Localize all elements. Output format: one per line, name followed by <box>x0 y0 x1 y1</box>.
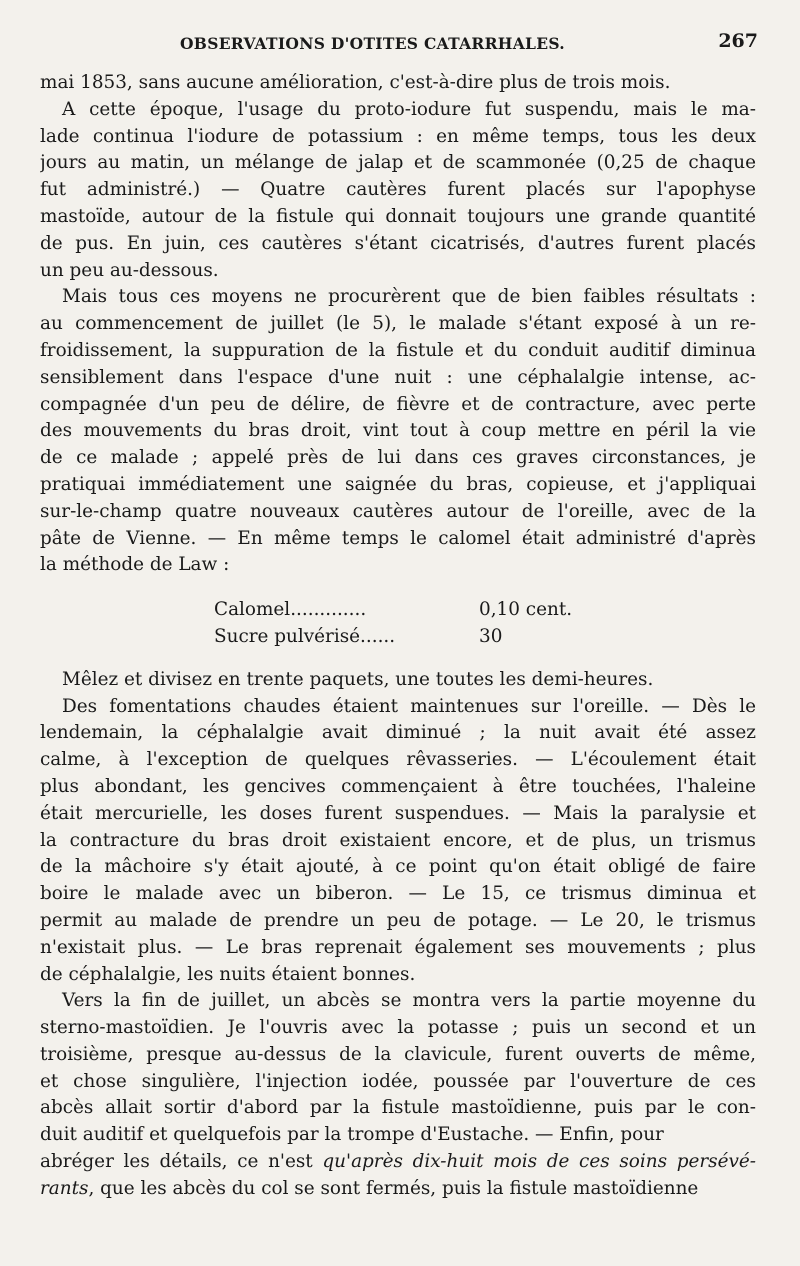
text-line: jours au matin, un mélange de jalap et de scammonée (0,25 de chaque <box>40 152 756 174</box>
text-line: compagnée d'un peu de délire, de fièvre et de contracture, avec perte <box>40 393 756 415</box>
body-text <box>40 70 756 1203</box>
text-line: Vers la fin de juillet, un abcès se montra vers la partie moyenne du <box>62 990 756 1012</box>
text-line: fut administré.) — Quatre cautères furent placés sur l'apophyse <box>40 179 756 201</box>
paragraph <box>40 988 756 1149</box>
text-line: mastoïde, autour de la fistule qui donnait toujours une grande quantité <box>40 205 756 227</box>
final-lines <box>40 1149 756 1203</box>
page-header <box>40 30 760 60</box>
text-line: de céphalalgie, les nuits étaient bonnes. <box>40 963 416 985</box>
text-line: la méthode de Law : <box>40 554 230 576</box>
paragraph <box>40 70 756 97</box>
text-line: calme, à l'exception de quelques rêvasseries. — L'écoulement était <box>40 749 756 771</box>
text-line: A cette époque, l'usage du proto-iodure fut suspendu, mais le ma- <box>62 98 756 120</box>
ingredient-dose: 30 <box>479 625 503 647</box>
text-line: froidissement, la suppuration de la fistule et du conduit auditif diminua <box>40 339 756 361</box>
page-number: 267 <box>718 30 758 52</box>
italic-span: rants <box>40 1177 89 1199</box>
paragraph <box>40 97 756 285</box>
running-title: OBSERVATIONS D'OTITES CATARRHALES. <box>180 34 566 53</box>
text-line: était mercurielle, les doses furent suspendues. — Mais la paralysie et <box>40 802 756 824</box>
ingredient-dose: 0,10 cent. <box>479 599 573 621</box>
text-line: des mouvements du bras droit, vint tout à coup mettre en péril la vie <box>40 420 756 442</box>
text-line: un peu au-dessous. <box>40 259 219 281</box>
text-line: n'existait plus. — Le bras reprenait également ses mouvements ; plus <box>40 936 756 958</box>
text-line: sterno-mastoïdien. Je l'ouvris avec la potasse ; puis un second et un <box>40 1017 756 1039</box>
paragraph <box>40 667 756 694</box>
paragraph <box>40 694 756 989</box>
text-line: permit au malade de prendre un peu de potage. — Le 20, le trismus <box>40 909 756 931</box>
text-line: duit auditif et quelquefois par la trompe d'Eustache. — Enfin, pour <box>40 1124 664 1146</box>
italic-span: qu'après dix-huit mois de ces soins persévé- <box>322 1151 756 1173</box>
text-line: abcès allait sortir d'abord par la fistule mastoïdienne, puis par le con- <box>40 1097 756 1119</box>
paragraphs-before-formula <box>40 70 756 579</box>
text-line: et chose singulière, l'injection iodée, poussée par l'ouverture de ces <box>40 1070 756 1092</box>
text-span: , que les abcès du col se sont fermés, puis la fistule mastoïdienne <box>88 1177 699 1199</box>
text-line: pratiquai immédiatement une saignée du bras, copieuse, et j'appliquai <box>40 473 756 495</box>
text-line: la contracture du bras droit existaient encore, et de plus, un trismus <box>40 829 756 851</box>
text-line: pâte de Vienne. — En même temps le calomel était administré d'après <box>40 527 756 549</box>
prescription-formula <box>40 597 756 651</box>
text-line <box>40 1149 756 1176</box>
text-line <box>40 1176 756 1203</box>
text-line: de pus. En juin, ces cautères s'étant cicatrisés, d'autres furent placés <box>40 232 756 254</box>
ingredient-name: Calomel............. <box>214 599 367 621</box>
text-line: lade continua l'iodure de potassium : en même temps, tous les deux <box>40 125 756 147</box>
text-span: abréger les détails, ce n'est <box>40 1151 323 1173</box>
text-line: de ce malade ; appelé près de lui dans ces graves circonstances, je <box>40 447 756 469</box>
text-line: mai 1853, sans aucune amélioration, c'est-à-dire plus de trois mois. <box>40 72 671 93</box>
text-line: sur-le-champ quatre nouveaux cautères autour de l'oreille, avec de la <box>40 500 756 522</box>
text-line: Mêlez et divisez en trente paquets, une toutes les demi-heures. <box>62 668 654 690</box>
text-line: lendemain, la céphalalgie avait diminué ; la nuit avait été assez <box>40 722 756 744</box>
paragraphs-after-formula <box>40 667 756 1149</box>
text-line: boire le malade avec un biberon. — Le 15, ce trismus diminua et <box>40 883 756 905</box>
formula-row <box>214 624 756 651</box>
text-line: plus abondant, les gencives commençaient à être touchées, l'haleine <box>40 775 756 797</box>
text-line: sensiblement dans l'espace d'une nuit : une céphalalgie intense, ac- <box>40 366 756 388</box>
text-line: au commencement de juillet (le 5), le malade s'étant exposé à un re- <box>40 313 756 335</box>
text-line: Des fomentations chaudes étaient maintenues sur l'oreille. — Dès le <box>62 695 756 717</box>
text-line: de la mâchoire s'y était ajouté, à ce point qu'on était obligé de faire <box>40 856 756 878</box>
formula-row <box>214 597 756 624</box>
paragraph <box>40 284 756 579</box>
text-line: troisième, presque au-dessus de la clavicule, furent ouverts de même, <box>40 1043 756 1065</box>
ingredient-name: Sucre pulvérisé...... <box>214 625 396 647</box>
text-line: Mais tous ces moyens ne procurèrent que de bien faibles résultats : <box>62 286 756 308</box>
